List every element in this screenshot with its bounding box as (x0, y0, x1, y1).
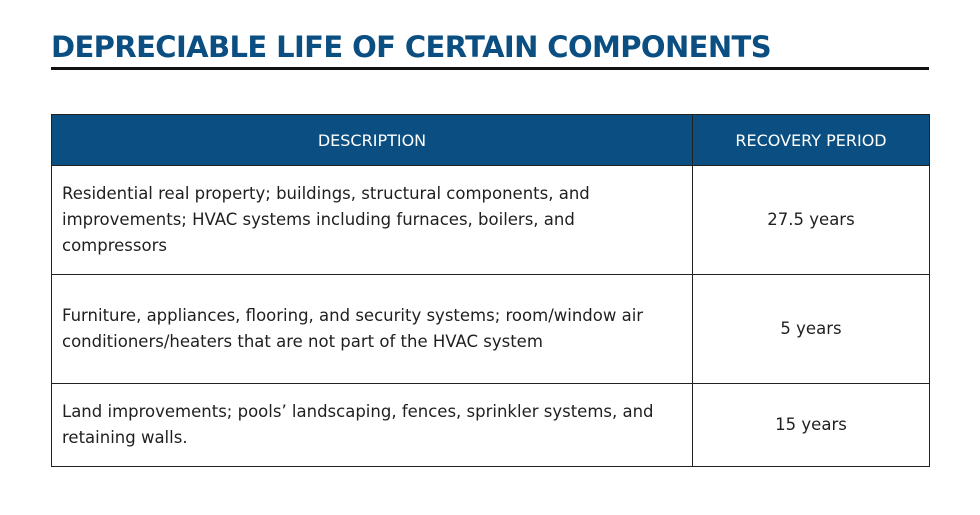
title-underline (51, 67, 929, 70)
depreciation-table (51, 114, 930, 467)
header-recovery-period: RECOVERY PERIOD (693, 115, 930, 166)
page-title: DEPRECIABLE LIFE OF CERTAIN COMPONENTS (51, 30, 771, 64)
table-body (52, 166, 930, 467)
row-recovery-period: 15 years (693, 384, 930, 467)
table-row (52, 384, 930, 467)
table-row (52, 166, 930, 275)
header-description: DESCRIPTION (52, 115, 693, 166)
row-recovery-period: 5 years (693, 275, 930, 384)
row-recovery-period: 27.5 years (693, 166, 930, 275)
table-row (52, 275, 930, 384)
row-description: Land improvements; pools’ landscaping, fences, sprinkler systems, and retaining walls. (52, 384, 693, 467)
header-row (52, 115, 930, 166)
table-header (52, 115, 930, 166)
row-description: Residential real property; buildings, structural components, and improvements; HVAC systems including furnaces, boilers, and compressors (52, 166, 693, 275)
row-description: Furniture, appliances, flooring, and security systems; room/window air conditioners/heaters that are not part of the HVAC system (52, 275, 693, 384)
